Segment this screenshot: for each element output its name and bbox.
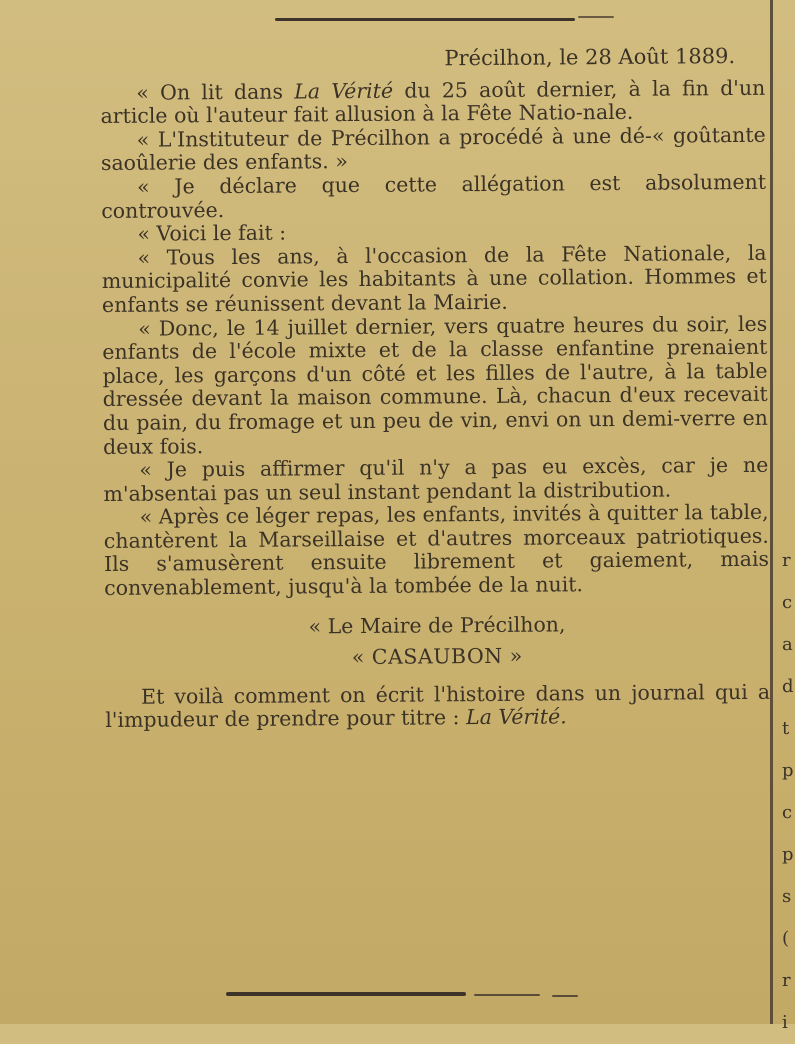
paragraph-1-text-a: « On lit dans (136, 79, 295, 105)
edge-char: p (782, 844, 794, 865)
paragraph-3: « Je déclare que cette allégation est absolument controuvée. (101, 169, 767, 223)
paragraph-4: « Voici le fait : (137, 220, 287, 246)
edge-char: r (782, 970, 791, 991)
newspaper-title: La Vérité (294, 78, 394, 104)
edge-char: c (782, 592, 793, 613)
paragraph-5: « Tous les ans, à l'occasion de la Fête Nationale, la municipalité convie les habitants à une collation. Hommes et enfants se réunissent devant la Mairie. (101, 240, 767, 317)
closing-paragraph (105, 681, 770, 733)
edge-char: a (782, 634, 793, 655)
paragraph-2: « L'Instituteur de Précilhon a procédé à une dé-« goûtante saoûlerie des enfants. » (100, 122, 766, 176)
signature-name: « CASAUBON » (351, 643, 523, 670)
dateline: Précilhon, le 28 Août 1889. (444, 44, 736, 71)
edge-char: d (782, 676, 794, 697)
column-rule (770, 0, 773, 1024)
edge-char: r (782, 550, 791, 571)
edge-char: ( (782, 928, 790, 949)
paragraph-1 (100, 76, 765, 128)
edge-char: p (782, 760, 794, 781)
edge-char: i (782, 1012, 788, 1033)
edge-char: s (782, 886, 792, 907)
paragraph-1-text-b: du 25 août dernier, à la fin d'un article où l'auteur fait allusion à la Fête Natio-nale. (100, 75, 766, 129)
top-rule-short (578, 16, 614, 18)
bottom-rule-dash (552, 995, 578, 997)
bottom-rule (226, 992, 466, 996)
closing-newspaper-title: La Vérité. (465, 704, 567, 730)
edge-char: c (782, 802, 793, 823)
article (100, 45, 770, 733)
top-rule (275, 18, 575, 21)
bottom-rule-short (474, 994, 540, 996)
paragraph-7: « Je puis affirmer qu'il n'y a pas eu excès, car je ne m'absentai pas un seul instant pendant la distribution. (103, 452, 769, 506)
edge-char: t (782, 718, 790, 739)
paragraph-6: « Donc, le 14 juillet dernier, vers quatre heures du soir, les enfants de l'école mixte et de la classe enfantine prenaient place, les garçons d'un côté et les filles de l'autre, à la table dressée devant la maison commune. Là, chacun d'eux recevait du pain, du fromage et un peu de vin, envi on un demi-verre en deux fois. (102, 311, 769, 459)
paragraph-8: « Après ce léger repas, les enfants, invités à quitter la table, chantèrent la Marseillaise et d'autres morceaux patriotiques. Ils s'amusèrent ensuite librement et gaiement, mais convenablement, jusqu'à la tombée de la nuit. (103, 500, 770, 601)
next-column-fragment (782, 540, 795, 1044)
signature-title: « Le Maire de Précilhon, (308, 612, 566, 639)
closing-text: Et voilà comment on écrit l'histoire dans un journal qui a l'impudeur de prendre pour titre : (105, 679, 771, 733)
